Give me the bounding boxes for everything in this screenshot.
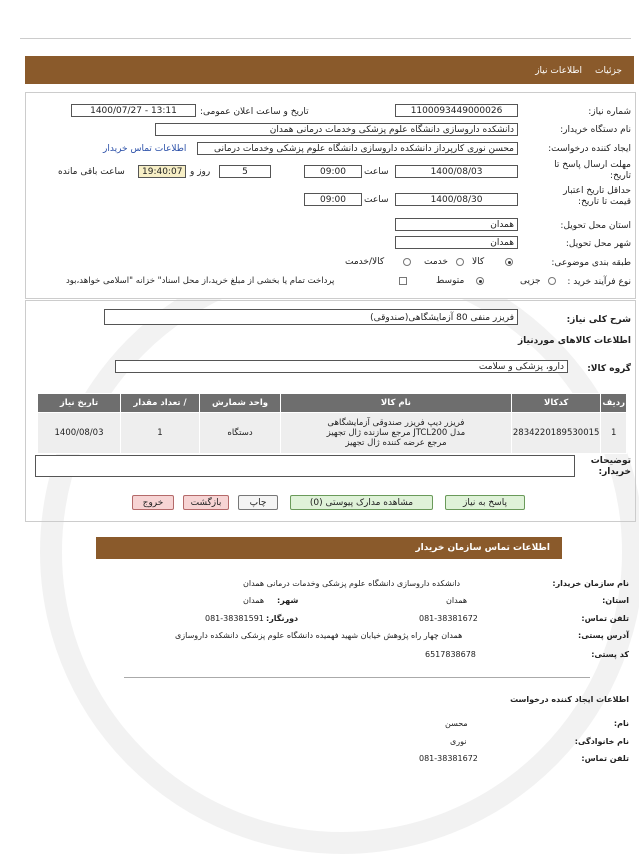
col-name: نام کالا <box>281 394 512 413</box>
category-both-label: کالا/خدمت <box>345 257 385 267</box>
tab-details[interactable]: جزئیات <box>595 66 622 76</box>
city-field: همدان <box>395 236 518 249</box>
goods-table <box>37 393 627 454</box>
category-both-radio[interactable] <box>403 258 411 266</box>
process-medium-radio[interactable] <box>476 277 484 285</box>
org-value: دانشکده داروسازی دانشگاه علوم پزشکی وخدمات درمانی همدان <box>243 579 461 588</box>
process-medium-label: متوسط <box>436 276 465 286</box>
fax-label: دورنگار: <box>266 614 299 623</box>
top-divider <box>20 38 631 39</box>
creator-name-label: نام: <box>613 719 629 728</box>
address-value: همدان چهار راه پژوهش خیابان شهید فهمیده دانشگاه علوم پزشکی دانشکده داروسازی <box>175 631 463 640</box>
remaining-time-field: 19:40:07 <box>138 165 186 178</box>
category-goods-radio[interactable] <box>505 258 513 266</box>
row-unit: دستگاه <box>200 413 281 454</box>
buyer-field: دانشکده داروسازی دانشگاه علوم پزشکی وخدمات درمانی همدان <box>155 123 518 136</box>
contact-phone-value: 081-38381672 <box>419 614 478 623</box>
description-label: شرح کلی نیاز: <box>566 315 631 325</box>
row-name: فریزر دیپ فریزر صندوقی آزمایشگاهی مدل JTCL200 مرجع سازنده ژال تجهیز مرجع عرضه کننده ژال تجهیز <box>281 413 512 454</box>
buyer-label: نام دستگاه خریدار: <box>560 125 631 135</box>
org-label: نام سازمان خریدار: <box>552 579 629 588</box>
tab-need-info[interactable]: اطلاعات نیاز <box>535 66 582 76</box>
deadline-time-label: ساعت <box>364 167 389 177</box>
contact-header <box>96 537 562 559</box>
province-label: استان محل تحویل: <box>560 221 631 231</box>
col-qty: / تعداد مقدار <box>121 394 200 413</box>
postal-value: 6517838678 <box>425 650 476 659</box>
creator-field: محسن نوری کارپرداز دانشکده داروسازی دانشگاه علوم پزشکی وخدمات درمانی <box>197 142 518 155</box>
row-date: 1400/08/03 <box>38 413 121 454</box>
col-unit: واحد شمارش <box>200 394 281 413</box>
buyer-notes-field <box>35 455 575 477</box>
contact-phone-label: تلفن تماس: <box>581 614 629 623</box>
description-field: فریزر منفی 80 آزمایشگاهی(صندوقی) <box>104 309 518 325</box>
table-row[interactable] <box>38 413 627 454</box>
row-code: 2834220189530015 <box>511 413 601 454</box>
validity-date-field: 1400/08/30 <box>395 193 518 206</box>
address-label: آدرس پستی: <box>578 631 629 640</box>
goods-info-title: اطلاعات کالاهای موردنیاز <box>517 336 631 346</box>
print-button[interactable]: چاپ <box>238 495 278 510</box>
creator-name-value: محسن <box>445 719 468 728</box>
col-date: تاریخ نیاز <box>38 394 121 413</box>
goods-table-header <box>38 394 627 413</box>
day-label: روز و <box>190 167 211 177</box>
contact-province-label: استان: <box>602 596 629 605</box>
contact-city-value: همدان <box>243 596 265 605</box>
reply-button[interactable]: پاسخ به نیاز <box>445 495 525 510</box>
category-service-radio[interactable] <box>456 258 464 266</box>
creator-info-title: اطلاعات ایجاد کننده درخواست <box>510 695 629 704</box>
validity-time-field: 09:00 <box>304 193 362 206</box>
days-field: 5 <box>219 165 271 178</box>
need-number-label: شماره نیاز: <box>588 107 631 117</box>
attachments-button[interactable]: مشاهده مدارک پیوستی (0) <box>290 495 433 510</box>
row-qty: 1 <box>121 413 200 454</box>
process-partial-label: جزیی <box>520 276 541 286</box>
back-button[interactable]: بازگشت <box>183 495 229 510</box>
announce-label: تاریخ و ساعت اعلان عمومی: <box>200 107 309 117</box>
deadline-time-field: 09:00 <box>304 165 362 178</box>
process-partial-radio[interactable] <box>548 277 556 285</box>
deadline-label: مهلت ارسال پاسخ تا تاریخ: <box>554 160 631 181</box>
category-goods-label: کالا <box>472 257 485 267</box>
creator-phone-label: تلفن تماس: <box>581 754 629 763</box>
exit-button[interactable]: خروج <box>132 495 174 510</box>
header-bar <box>25 56 634 84</box>
creator-family-label: نام خانوادگی: <box>574 737 629 746</box>
row-index: 1 <box>601 413 627 454</box>
fax-value: 081-38381591 <box>205 614 264 623</box>
category-label: طبقه بندی موضوعی: <box>551 258 631 268</box>
validity-label: حداقل تاریخ اعتبار قیمت تا تاریخ: <box>563 186 631 207</box>
category-service-label: خدمت <box>424 257 448 267</box>
city-label: شهر محل تحویل: <box>565 239 631 249</box>
postal-label: کد پستی: <box>591 650 629 659</box>
remaining-label: ساعت باقی مانده <box>58 167 125 177</box>
contact-title: اطلاعات تماس سازمان خریدار <box>415 543 550 553</box>
creator-label: ایجاد کننده درخواست: <box>548 144 631 154</box>
validity-time-label: ساعت <box>364 195 389 205</box>
col-row: ردیف <box>601 394 627 413</box>
contact-province-value: همدان <box>446 596 468 605</box>
col-code: کدکالا <box>511 394 601 413</box>
buyer-contact-link[interactable]: اطلاعات تماس خریدار <box>103 144 187 154</box>
treasury-payment-checkbox[interactable] <box>399 277 407 285</box>
announce-field: 1400/07/27 - 13:11 <box>71 104 196 117</box>
contact-city-label: شهر: <box>277 596 299 605</box>
goods-group-field: دارو، پزشکی و سلامت <box>115 360 568 373</box>
process-label: نوع فرآیند خرید : <box>567 277 631 287</box>
need-number-field: 1100093449000026 <box>395 104 518 117</box>
creator-phone-value: 081-38381672 <box>419 754 478 763</box>
goods-group-label: گروه کالا: <box>587 364 631 374</box>
creator-family-value: نوری <box>450 737 467 746</box>
section-divider <box>124 677 590 678</box>
buyer-notes-label: توضیحات خریدار: <box>590 456 631 477</box>
deadline-date-field: 1400/08/03 <box>395 165 518 178</box>
province-field: همدان <box>395 218 518 231</box>
treasury-payment-note: پرداخت تمام یا بخشی از مبلغ خرید،از محل اسناد" خزانه "اسلامی خواهد،بود <box>66 276 335 286</box>
